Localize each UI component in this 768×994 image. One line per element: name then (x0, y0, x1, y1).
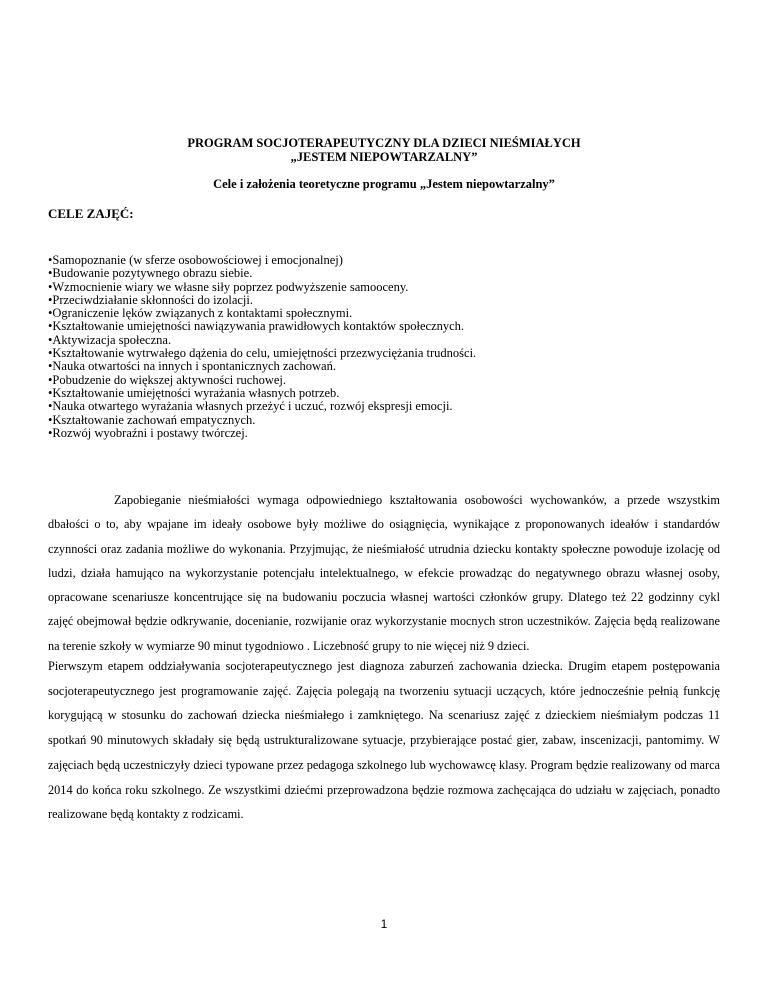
list-item: •Kształtowanie wytrwałego dążenia do celu, umiejętności przezwyciężania trudności. (48, 346, 477, 361)
list-item: •Budowanie pozytywnego obrazu siebie. (48, 266, 253, 281)
list-item: •Rozwój wyobraźni i postawy twórczej. (48, 425, 248, 440)
list-item: •Kształtowanie umiejętności wyrażania własnych potrzeb. (48, 385, 340, 400)
list-item: •Wzmocnienie wiary we własne siły poprzez podwyższenie samooceny. (48, 279, 409, 294)
list-item: •Pobudzenie do większej aktywności ruchowej. (48, 372, 286, 387)
list-item: •Kształtowanie zachowań empatycznych. (48, 412, 256, 427)
list-item: •Samopoznanie (w sferze osobowościowej i emocjonalnej) (48, 253, 343, 267)
list-item: •Przeciwdziałanie skłonności do izolacji. (48, 292, 254, 307)
goals-list (48, 254, 476, 440)
list-item: •Ograniczenie lęków związanych z kontaktami społecznymi. (48, 306, 353, 321)
list-item: •Nauka otwartości na innych i spontanicznych zachowań. (48, 359, 336, 374)
list-item: •Nauka otwartego wyrażania własnych przeżyć i uczuć, rozwój ekspresji emocji. (48, 399, 453, 414)
document-title-line-1: PROGRAM SOCJOTERAPEUTYCZNY DLA DZIECI NIEŚMIAŁYCH (187, 136, 581, 150)
document-subtitle: Cele i założenia teoretyczne programu „Jestem niepowtarzalny” (213, 177, 555, 191)
body-paragraph-1: Zapobieganie nieśmiałości wymaga odpowiedniego kształtowania osobowości wychowanków, a przede wszystkim dbałości o to, aby wpajane im ideały osobowe były możliwe do osiągnięcia, wynikające z proponowanych ideałów i standardów czynności oraz zadania możliwe do wykonania. Przyjmując, że nieśmiałość utrudnia dziecku kontakty społeczne powoduje izolację od ludzi, działa hamująco na wykorzystanie potencjału intelektualnego, w efekcie prowadząc do negatywnego obrazu własnej osoby, opracowane scenariusze koncentrujące się na budowaniu poczucia własnej wartości członków grupy. Dlatego też 22 godzinny cykl zajęć obejmował będzie odkrywanie, docenianie, rozwijanie oraz wykorzystanie mocnych stron uczestników. Zajęcia będą realizowane na terenie szkoły w wymiarze 90 minut tygodniowo . Liczebność grupy to nie więcej niż 9 dzieci. (48, 493, 720, 653)
page-number: 1 (380, 917, 388, 931)
section-heading: CELE ZAJĘĆ: (48, 206, 134, 221)
list-item: •Aktywizacja społeczna. (48, 332, 172, 347)
document-title-line-2: „JESTEM NIEPOWTARZALNY” (290, 150, 478, 164)
list-item: •Kształtowanie umiejętności nawiązywania prawidłowych kontaktów społecznych. (48, 319, 465, 334)
body-paragraph-2: Pierwszym etapem oddziaływania socjoterapeutycznego jest diagnoza zaburzeń zachowania dziecka. Drugim etapem postępowania socjoterapeutycznego jest programowanie zajęć. Zajęcia polegają na tworzeniu sytuacji uczących, które jednocześnie pełnią funkcję korygującą w stosunku do zachowań dziecka nieśmiałego i zamkniętego. Na scenariusz zajęć z dzieckiem nieśmiałym podczas 11 spotkań 90 minutowych składały się będą ustrukturalizowane sytuacje, przybierające postać gier, zabaw, inscenizacji, pantomimy. W zajęciach będą uczestniczyły dzieci typowane przez pedagoga szkolnego lub wychowawcę klasy. Program będzie realizowany od marca 2014 do końca roku szkolnego. Ze wszystkimi dziećmi przeprowadzona będzie rozmowa zachęcająca do udziału w zajęciach, ponadto realizowane będą kontakty z rodzicami. (48, 659, 720, 822)
